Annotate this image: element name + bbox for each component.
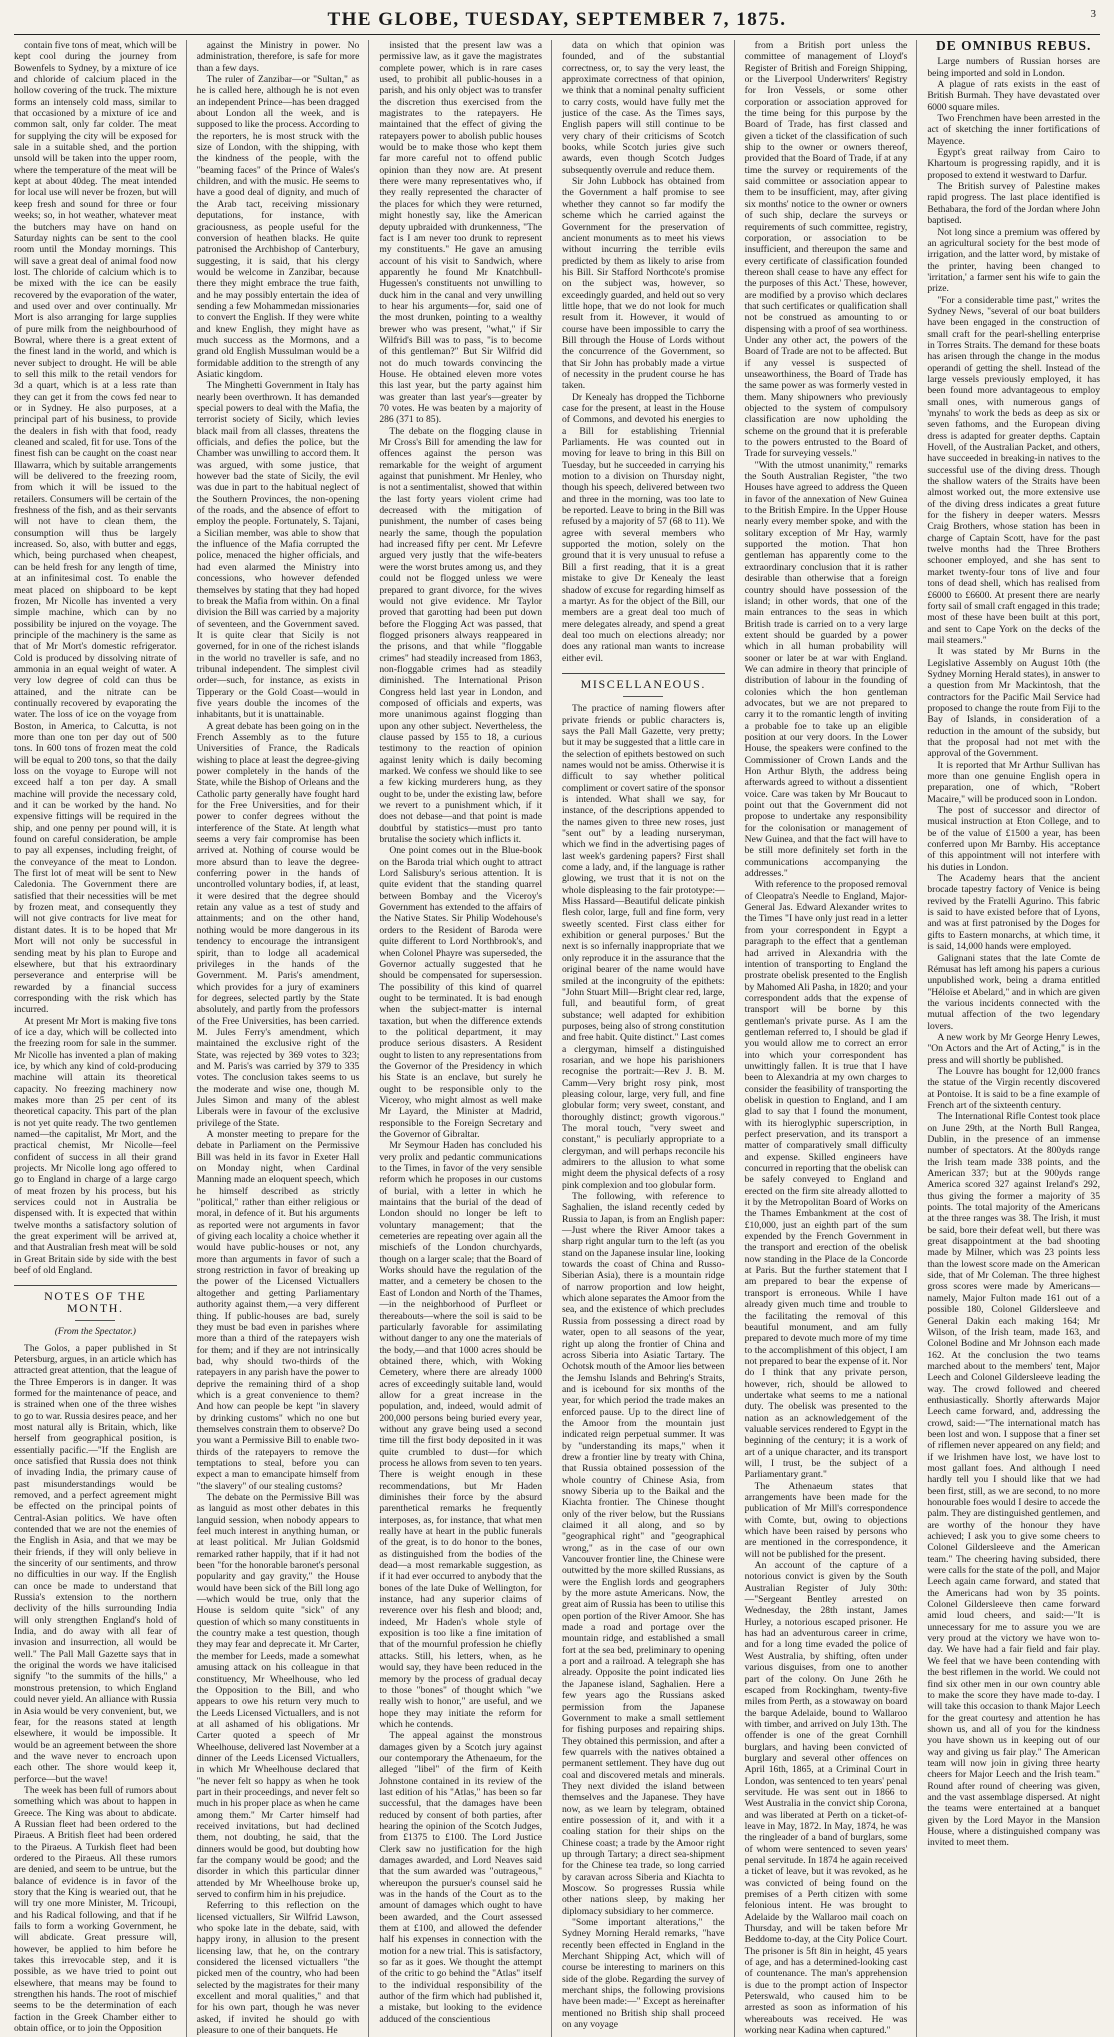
article-paragraph: The British survey of Palestine makes rapid progress. The last place identified is Bethabara, the ford of the Jordan where John baptised. bbox=[927, 181, 1100, 227]
column-body bbox=[562, 40, 725, 664]
article-paragraph: Galignani states that the late Comte de Rémusat has left among his papers a curious unpublished work, being a drama entitled "Héloïse et Abelard," and in which are given the various incidents connected with the mutual affection of the two legendary lovers. bbox=[927, 952, 1100, 1032]
article-paragraph: The following, with reference to Saghalien, the island recently ceded by Russia to Japan, is from an English paper:—Just where the River Amoor takes a sharp right angular turn to the left (as you stand on the Japanese insular line, looking towards the coast of China and Russo-Siberian Asia), there is a mountain ridge of narrow proportion and low height, which alone separates the Amoor from the sea, and the existence of which precludes Russia from possessing a direct road by water, open to all seasons of the year, right up along the frontier of China and across Siberia into Asiatic Tartary. The Ochotsk mouth of the Amoor lies between the Jemshu Islands and Behring's Straits, and is icebound for six months of the year, for which period the trade makes an enforced pause. Up to the direct line of the Amoor from the mountain just indicated reign perpetual summer. It was by "understanding its maps," when it drew a frontier line by treaty with China, that Russia obtained possession of the whole country of Chinese Asia, from snowy Siberia up to the Baikal and the Kiachta frontier. The Chinese thought only of the river below, but the Russians claimed it all along, and so by "geographical right" and "geographical wrong," as in the case of our own Vancouver frontier line, the Chinese were outwitted by the more skilled Russians, as were the English lords and geographers by the more astute Americans. Now, the great aim of Russia has been to utilise this open portion of the River Amoor. She has made a road and portage over the mountain ridge, and established a small fort at the sea bed, preliminary to opening a port and a railroad. A telegraph she has already. Opposite the point indicated lies the Japanese island, Saghalien. Here a few years ago the Russians asked permission from the Japanese Government to make a small settlement for fishing purposes and repairing ships. They obtained this permission, and after a few quarrels with the natives obtained a permanent settlement. They have dug out coal and discovered metals and minerals. They next divided the island between themselves and the Japanese. They have now, as we learn by telegram, obtained entire possession of it, and with it a coaling station for their ships on the Chinese coast; a trade by the Amoor right up through Tartary; a direct sea-shipment for the Chinese tea trade, so long carried by caravan across Siberia and Kiachta to Moscow. So progresses Russia while other nations sleep, by making her diplomacy subsidiary to her commerce. bbox=[562, 1191, 725, 1917]
section-heading bbox=[562, 673, 725, 697]
article-paragraph: The post of successor and director of musical instruction at Eton College, and to be of the value of £1500 a year, has been conferred upon Mr Barnby. His acceptance of this appointment will not interfere with his duties in London. bbox=[927, 805, 1100, 873]
article-paragraph: A plague of rats exists in the east of British Burmah. They have devastated over 6000 square miles. bbox=[927, 79, 1100, 113]
newspaper-title: THE GLOBE, TUESDAY, SEPTEMBER 7, 1875. bbox=[327, 9, 787, 30]
article-paragraph: It is reported that Mr Arthur Sullivan has more than one genuine English opera in preparation, one of which, "Robert Macaire," will be produced soon in London. bbox=[927, 759, 1100, 805]
column-3 bbox=[379, 40, 552, 2037]
article-paragraph: One point comes out in the Blue-book on the Baroda trial which ought to attract Lord Salisbury's serious attention. It is quite evident that the standing quarrel between Bombay and the Viceroy's Government has extended to the affairs of the Native States. Sir Philip Wodehouse's orders to the Resident of Baroda were quite different to Lord Northbrook's, and when Colonel Phayre was superseded, the Governor actually suggested that he should be compensated for supersession. The possibility of this kind of quarrel ought to be terminated. It is bad enough when the subject-matter is internal taxation, but when the difference extends to the political department, it may produce serious disasters. A Resident ought to listen to any representations from the Governor of the Presidency in which his State is an enclave, but surely he ought to be responsible only to the Viceroy, who might almost as well make Mr Layard, the Minister at Madrid, responsible to the Foreign Secretary and the Governor of Gibraltar. bbox=[379, 845, 542, 1140]
section-title: NOTES OF THE MONTH. bbox=[44, 1289, 147, 1315]
column-body bbox=[14, 40, 177, 1276]
column-5 bbox=[745, 40, 918, 2037]
article-paragraph: Sir John Lubbock has obtained from the Government a half promise to see whether they cannot so far modify the scheme which he carried against the Government for the preservation of ancient monuments as to meet his views without incurring the terrible evils predicted by them as likely to arise from his Bill. Sir Stafford Northcote's promise on the subject was, however, so exceedingly guarded, and held out so very little hope, that we do not look for much result from it. However, it would of course have been impossible to carry the Bill through the House of Lords without the concurrence of the Government, so that Sir John has probably made a virtue of necessity in the prudent course he has taken. bbox=[562, 176, 725, 392]
section-source: (From the Spectator.) bbox=[54, 1327, 136, 1338]
article-paragraph: With reference to the proposed removal of Cleopatra's Needle to England, Major-General Jas. Edward Alexander writes to the Times "I have only just read in a letter from your correspondent in Egypt a paragraph to the effect that a gentleman had arrived in Alexandria with the intention of transporting to England the prostrate obelisk presented to the English by Mahomed Ali Pasha, in 1820; and your correspondent adds that the expense of transport will be borne by this gentleman's private purse. As I am the gentleman referred to, I should be glad if you would allow me to correct an error into which your correspondent has unwittingly fallen. It is true that I have been to Alexandria at my own charges to consider the feasibility of transporting the obelisk in question to England, and I am glad to say that I found the monument, with its hieroglyphic superscription, in perfect preservation, and its transport a matter of comparatively small difficulty and expense. Skilled engineers have concurred in reporting that the obelisk can be safely conveyed to England and erected on the firm site already allotted to it by the Metropolitan Board of Works on the Thames Embankment at the cost of £10,000, just an eighth part of the sum expended by the French Government in the transport and erection of the obelisk now standing in the Place de la Concorde at Paris. But the further statement that I am prepared to bear the expense of transport is erroneous. While I have already given much time and trouble to the facilitating the removal of this beautiful monument, and am fully prepared to devote much more of my time to the accomplishment of this object, I am not prepared to bear the expense of it. Nor do I think that any private person, however, rich, should be allowed to undertake what seems to me a national duty. The obelisk was presented to the nation as an acknowledgement of the valuable services rendered to Egypt in the beginning of the century; it is a work of art of a unique character, and its transport will, I trust, be the subject of a Parliamentary grant." bbox=[744, 879, 908, 1481]
article-paragraph: The week has been full of rumors about something which was about to happen in Greece. The King was about to abdicate. A Russian fleet had been ordered to the Piraeus. A British fleet had been ordered to the Piraeus. A Turkish fleet had been ordered to the Piraeus. All these rumors are denied, and seem to be untrue, but the balance of evidence is in favor of the story that the King is wearied out, that he will try one more Minister, M. Tricoupi, and his Radical following, and that if he fails to form a working Government, he will abdicate. Great pressure will, however, be applied to him before he takes this irrevocable step, and it is possible, as we have tried to point out elsewhere, that means may be found to strengthen his hands. The root of mischief seems to be the determination of each faction in the Greek Chamber either to obtain office, or to join the Opposition bbox=[14, 1784, 177, 2035]
section-heading bbox=[14, 1285, 177, 1338]
article-paragraph: The Minghetti Government in Italy has nearly been overthrown. It has demanded special powers to deal with the Mafia, the terrorist society of Sicily, which levies black mail from all classes, threatens the officials, and defies the police, but the Chamber was unwilling to accord them. It was argued, with some justice, that however bad the state of Sicily, the evil was due in part to the habitual neglect of the Southern Provinces, the non-opening of the roads, and the absence of effort to employ the people. Fortunately, S. Tajani, a Sicilian member, was able to show that the influence of the Mafia corrupted the police, menaced the higher officials, and had even alarmed the Ministry into concessions, who however defended themselves by stating that they had hoped to break the Mafia from within. On a final division the Bill was carried by a majority of seventeen, and the Government saved. It is quite clear that Sicily is not governed, for in one of the richest islands in the world no traveller is safe, and no tribunal independent. The simplest civil order—such, for instance, as exists in Tipperary or the Gold Coast—would in five years double the incomes of the inhabitants, but it is unattainable. bbox=[196, 380, 360, 721]
column-heading: DE OMNIBUS REBUS. bbox=[935, 38, 1092, 53]
article-paragraph: contain five tons of meat, which will be kept cool during the journey from Bowenfels to Sydney, by a mixture of ice and chloride of calcium placed in the hollow covering of the truck. The mixture forms an intensely cold mass, similar to that occasioned by a mixture of ice and common salt, only far colder. The meat for supplying the city will be exposed for sale in a suitable shed, and the portion unsold will be taken into the upper room, where the temperature of the meat will be kept at about 40deg. The meat intended for local use will never be frozen, but will keep fresh and sound for three or four weeks; so, in hot weather, whatever meat the butchers may have on hand on Saturday nights can be sent to the cool room until the Monday mornings. This will save a great deal of animal food now lost. The chloride of calcium which is to be mixed with the ice can be easily recovered by the evaporation of the water, and used over and over continually. Mr Mort is also arranging for large supplies of pure milk from the neighbourhood of Bowral, where there is a great extent of the finest land in the world, and which is never subject to drought. He will be able to sell this milk to the retail vendors for 3d a quart, which is at a less rate than they can get it from the cows fed near to or in Sydney. He also purposes, at a principal part of his business, to provide the dealers in fish with that food, ready cleaned and scaled, fit for use. Tons of the finest fish can be caught on the coast near Illawarra, which by suitable arrangements will be delivered to the freezing room, from which it will be issued to the retailers. Consumers will be certain of the freshness of the fish, and as their servants will not have to clean them, the consumption will thus be largely increased. So, also, with butter and eggs, which, being purchased when cheapest, can be held fresh for any length of time, at an infinitesimal cost. To enable the meat placed on shipboard to be kept frozen, Mr Nicolle has invented a very simple machine, which can by no possibility be injured on the voyage. The principle of the machinery is the same as that of Mr Mort's domestic refrigerator. Cold is produced by dissolving nitrate of ammonia in an equal weight of water. A very low degree of cold can thus be attained, and the nitrate can be continually recovered by evaporating the water. The loss of ice on the voyage from Boston, in America, to Calcutta, is not more than one ton per day out of 500 tons. In 600 tons of frozen meat the cold will be equal to 200 tons, so that the daily loss on the voyage to Europe will not exceed half a ton per day. A small machine will provide the necessary cold, and it can be worked by the hand. No expensive fittings will be required in the ship, and one penny per pound will, it is found on careful consideration, be ample to pay all expenses, including freight, of the conveyance of the meat to London. The first lot of meat will be sent to New Caledonia. The Government there are satisfied that their necessities will be met by frozen meat, and consequently they will not give contracts for live meat for distant dates. It is to be hoped that Mr Mort will not only be successful in sending meat by his plan to Europe and elsewhere, but that his extraordinary perseverance and enterprise will be rewarded by a financial success corresponding with the risk which has incurred. bbox=[14, 40, 177, 1016]
section-title: MISCELLANEOUS. bbox=[580, 676, 707, 691]
article-paragraph: A great debate has been going on in the French Assembly as to the future Universities of France, the Radicals wishing to place at least the degree-giving power completely in the hands of the State, while the Bishop of Orleans and the Catholic party generally have fought hard for the Free Universities, and for their power to confer degrees without the interference of the State. At length what seems a very fair compromise has been arrived at. Nothing of course would be more absurd than to leave the degree-conferring power in the hands of uncontrolled voluntary bodies, if, at least, it were desired that the degree should retain any value as a test of study and attainments; and on the other hand, nothing would be more dangerous in its tendency to encourage the intransigent spirit, than to lodge all academical privileges in the hands of the Government. M. Paris's amendment, which provides for a jury of examiners for degrees, selected partly by the State absolutely, and partly from the professors of the Free Universities, has been carried. M. Jules Ferry's amendment, which maintained the exclusive right of the State, was rejected by 369 votes to 323; and M. Paris's was carried by 379 to 335 votes. The conclusion takes seems to us the moderate and wise one, though M. Jules Simon and many of the ablest Liberals were in favour of the exclusive privilege of the State. bbox=[196, 720, 360, 1129]
article-paragraph: The appeal against the monstrous damages given by a Scotch jury against our contemporary the Athenaeum, for the alleged "libel" of the firm of Keith Johnstone contained in its review of the last edition of his "Atlas," has been so far successful, that the damages have been reduced by consent of both parties, after hearing the opinion of the Scotch Judges, from £1375 to £100. The Lord Justice Clerk saw no justification for the high damages awarded, and Lord Neaves said that the sum awarded was "outrageous," whereupon the pursuer's counsel said he was in the hands of the Court as to the amount of damages which ought to have been awarded, and the Court assessed them at £100, and allowed the defender half his expenses in connection with the motion for a new trial. This is satisfactory, so far as it goes. We thought the attempt of the critic to go behind the "Atlas" itself to the individual responsibility of the author of the firm which had published it, a mistake, but looking to the evidence adduced of the conscientious bbox=[379, 1730, 542, 2025]
article-paragraph: "Some important alterations," the Sydney Morning Herald remarks, "have recently been effected in England in the Merchant Shipping Act, which will of course be interesting to mariners on this side of the globe. Regarding the survey of merchant ships, the following provisions have been made:—" Except as hereinafter mentioned no British ship shall proceed on any voyage bbox=[562, 1917, 725, 2031]
column-body bbox=[927, 56, 1100, 1848]
article-paragraph: "With the utmost unanimity," remarks the South Australian Register, "the two Houses have agreed to address the Queen in favor of the annexation of New Guinea to the British Empire. In the Upper House nearly every member spoke, and with the solitary exception of Mr Hay, warmly supported the motion. That hon gentleman has apparently come to the extraordinary conclusion that it is rather desirable than otherwise that a foreign country should have possession of the island; in other words, that one of the main entrances to the seas in which British trade is carried on to a very large extent should be guarded by a power which in all human probability will sooner or later be at war with England. We can admire in theory that principle of distribution of labour in the founding of colonies which the hon gentleman advocates, but we are not prepared to carry it to the romantic length of inviting a probable foe to take up an eligible position at our very doors. In the Lower House, the speakers were confined to the Commissioner of Crown Lands and the Hon Arthur Blyth, the address being afterwards agreed to without a dissentient voice. Care was taken by Mr Boucaut to point out that the Government did not propose to undertake any responsibility for the colonisation or management of New Guinea, and that the fact will have to be still more definitely set forth in the communications accompanying the addresses." bbox=[744, 459, 908, 880]
article-paragraph: The International Rifle Contest took place on June 29th, at the North Bull Rangea, Dublin, in the presence of an immense number of spectators. At the 800yds range the Irish team made 338 points, and the American 337; but at the 900yds range America scored 327 against Ireland's 292, thus giving the former a majority of 35 points. The total majority of the Americans at the three ranges was 38. The Irish, it must be said, bore their defeat well, but there was great disappointment at the bad shooting made by Milner, which was 23 points less than the lowest score made on the American side, that of Mr Coleman. The three highest gross scores were made by Americans—namely, Major Fulton made 161 out of a possible 180, Colonel Gildersleeve and General Dakin each making 164; Mr Wilson, of the Irish team, made 163, and Colonel Bodine and Mr Johnson each made 162. At the conclusion the two teams marched about to the members' tent, Major Leech and Colonel Gildersleeve leading the way. The crowd followed and cheered enthusiastically. Shortly afterwards Major Leech came forward, and, addressing the crowd, said:—"The international match has been lost and won. I suppose that a finer set of riflemen never appeared on any field; and if we Irishmen have lost, we have lost to most gallant foes. And although I need hardly tell you I should like that we had been first, still, as we are second, to no more honourable foes would I desire to accede the palm. They are distinguished gentlemen, and are worthy of the honour they have achieved; I ask you to give some cheers to Colonel Gildersleeve and the American team." The cheering having subsided, there were calls for the state of the poll, and Major Leech again came forward, and stated that the Americans had won by 35 points. Colonel Gildersleeve then came forward amid loud cheers, and said:—"It is unnecessary for me to assure you we are very proud at the victory we have won to-day. We have had a fair field and fair play. We feel that we have been contending with the best riflemen in the world. We could not find six other men in our own country able to make the score they have made to-day. I will take this occasion to thank Major Leech for the great courtesy and attention he has shown us, and all of you for the kindness you have shown us in keeping out of our way and giving us fair play." The American team will now join in giving three hearty cheers for Major Leech and the Irish team." Round after round of cheering was given, and the vast assemblage dispersed. At night the teams were entertained at a banquet given by the Lord Mayor in the Mansion House, where a distinguished company was invited to meet them. bbox=[927, 1111, 1100, 1849]
newspaper-columns bbox=[14, 38, 1100, 2037]
article-paragraph: Large numbers of Russian horses are being imported and sold in London. bbox=[927, 56, 1100, 79]
article-paragraph: The ruler of Zanzibar—or "Sultan," as he is called here, although he is not even an independent Prince—has been dragged about London all the week, and is supposed to like the process. According to the reporters, he is most struck with the size of London, with the shipping, with the kindness of the people, with the "beaming faces" of the Prince of Wales's children, and with the music. He seems to have a good deal of dignity, and much of the Arab tact, receiving missionary deputations, for instance, with graciousness, as people useful for the conversion of heathen blacks. He quite patronised the Archbishop of Canterbury, suggesting, it is said, that his clergy would be welcome in Zanzibar, because there they might embrace the true faith, and he may possibly entertain the idea of sending a few Mohammedan missionaries to convert the English. If they were white and knew English, they might have as much success as the Mormons, and a grand old English Mussulman would be a formidable addition to the strength of any Asiatic kingdom. bbox=[196, 74, 360, 380]
article-paragraph: An account of the capture of a notorious convict is given by the South Australian Register of July 30th:—"Sergeant Bentley arrested on Wednesday, the 28th instant, James Hurley, a notorious escaped prisoner. He has had an adventurous career in crime, and for a long time evaded the police of West Australia, by shifting, often under various disguises, from one to another part of the colony. On June 26th he escaped from Rockingham, twenty-five miles from Perth, as a stowaway on board the barque Adelaide, bound to Wallaroo with timber, and arrived on July 13th. The offender is one of the great Cornhill burglars, and having been convicted of burglary and several other offences on April 16th, 1865, at a Criminal Court in London, was sentenced to ten years' penal servitude. He was sent out in 1866 to West Australia in the convict ship Corona, and was liberated at Perth on a ticket-of-leave in May, 1872. In May, 1874, he was the ringleader of a band of burglars, some of whom were sentenced to seven years' penal servitude. In 1874 he again received a ticket of leave, but it was revoked, as he was convicted of being found on the premises of a Perth citizen with some felonious intent. He was brought to Adelaide by the Wallaroo mail coach on Thursday, and will be taken before Mr Beddome to-day, at the City Police Court. The prisoner is 5ft 8in in height, 45 years of age, and has a determined-looking cast of countenance. The man's apprehension is due to the prompt action of Inspector Peterswald, who caused him to be arrested as soon as information of his whereabouts was received. He was working near Kadina when captured." bbox=[744, 1560, 908, 2037]
article-paragraph: data on which that opinion was founded, and of the substantial correctness, or, to say the very least, the approximate correctness of that opinion, we think that a nominal penalty sufficient to carry costs, would have fully met the justice of the case. As the Times says, English papers will still continue to be very chary of their criticisms of Scotch books, while Scotch juries give such awards, even though Scotch Judges subsequently overrule and reduce them. bbox=[562, 40, 725, 176]
article-paragraph: Referring to this reflection on the licensed victuallers, Sir Wilfrid Lawson, who spoke late in the debate, said, with happy irony, in allusion to the present licensing law, that he, on the contrary considered the licensed victuallers "the picked men of the country, who had been selected by the magistrates for their many excellent and moral qualities," and that for his own part, though he was never asked, if invited he should go with pleasure to one of their banquets. He bbox=[196, 1900, 360, 2037]
article-paragraph: The Golos, a paper published in St Petersburg, argues, in an article which has attracted great attention, that the league of the Three Emperors is in danger. It was formed for the maintenance of peace, and is strained when one of the three wishes to go to war. Russia desires peace, and her most natural ally is Britain, which, like herself from geographical position, is essentially pacific.—"If the English are once satisfied that Russia does not think of invading India, the primary cause of past misunderstandings would be removed, and a perfect agreement might be effected on the principal points of Central-Asian politics. We have often contended that we are not the enemies of the English in Asia, and that we may be their friends, if they will only believe in the sincerity of our sentiments, and throw no difficulties in our way. If the English can once be made to understand that Russia's extension to the northern declivity of the hills surrounding India will only strengthen England's hold of India, and do away with all fear of invasion and insurrection, all would be well." The Pall Mall Gazette says that in the original the words we have italicised signify "to the summits of the hills," a monstrous pretension, to which England could never yield. An alliance with Russia in Asia would be very convenient, but, we fear, for the reasons stated at length elsewhere, it would be impossible. It would be an agreement between the shore and the wave never to encroach upon each other. The shore would keep it, perforce—but the wave! bbox=[14, 1342, 177, 1785]
article-paragraph: A monster meeting to prepare for the debate in Parliament on the Permissive Bill was held in its favor in Exeter Hall on Monday night, when Cardinal Manning made an eloquent speech, which he himself described as strictly "political," rather than either religious or moral, in defence of it. But his arguments as reported were not arguments in favor of giving each locality a choice whether it would have public-houses or not, any more than arguments in favor of such a strong restriction in favor of breaking up the power of the Licensed Victuallers altogether and getting Parliamentary authority against them,—a very different thing. If public-houses are bad, surely they must be bad even in parishes where more than a third of the ratepayers wish for them; and if they are not intrinsically bad, why should two-thirds of the ratepayers in any parish have the power to deprive the remaining third of a shop which is a great convenience to them? And how can people be kept "in slavery by drinking customs" which no one but themselves constrain them to observe? Do you want a Permissive Bill to enable two-thirds of the ratepayers to remove the temptations to steal, before you can expect a man to emancipate himself from "the slavery" of our stealing customs? bbox=[196, 1129, 360, 1492]
column-2 bbox=[197, 40, 370, 2037]
masthead bbox=[14, 6, 1100, 35]
article-paragraph: The Academy hears that the ancient brocade tapestry factory of Venice is being revived by the Fratelli Agurino. This fabric is said to have existed before that of Lyons, and was at first patronised by the Doges for gifts to Eastern monarchs, at which time, it is said, 14,000 hands were employed. bbox=[927, 873, 1100, 953]
column-body bbox=[379, 40, 542, 2025]
column-4 bbox=[562, 40, 735, 2037]
article-paragraph: Two Frenchmen have been arrested in the act of sketching the inner fortifications of Mayence. bbox=[927, 113, 1100, 147]
column-body-after bbox=[562, 703, 725, 2030]
column-6 bbox=[927, 40, 1100, 2037]
column-1 bbox=[14, 40, 187, 2037]
column-body bbox=[197, 40, 360, 2037]
article-paragraph: The Athenaeum states that arrangements have been made for the publication of Mr Mill's correspondence with Comte, but, owing to objections which have been raised by persons who are mentioned in the correspondence, it will not be published for the present. bbox=[744, 1480, 908, 1560]
column-body bbox=[745, 40, 908, 2037]
page-number: 3 bbox=[1090, 8, 1096, 20]
divider bbox=[75, 1320, 115, 1321]
article-paragraph: Egypt's great railway from Cairo to Khartoum is progressing rapidly, and it is proposed to extend it westward to Darfur. bbox=[927, 147, 1100, 181]
article-paragraph: At present Mr Mort is making five tons of ice a day, which will be collected into the freezing room for sale in the summer. Mr Nicolle has invented a plan of making ice, by which any kind of cold-producing machine will attain its theoretical capacity. No freezing machinery now makes more than 25 per cent of its theoretical capacity. This part of the plan is not yet quite ready. The two gentlemen named—the capitalist, Mr Mort, and the practical chemist, Mr Nicolle—feel confident of success in all their grand projects. Mr Nicolle long ago offered to go to England in charge of a large cargo of meat frozen by his process, but his services could not in Australia be dispensed with. It is expected that within twelve months a satisfactory solution of the great experiment will be arrived at, and that Australian fresh meat will be sold in Great Britain side by side with the best beef of old England. bbox=[14, 1015, 177, 1277]
article-paragraph: insisted that the present law was a permissive law, as it gave the magistrates complete power, which is in rare cases used, to prohibit all public-houses in a parish, and his only object was to transfer the discretion thus exercised from the magistrates to the ratepayers. He maintained that the effect of giving the ratepayers power to abolish public houses would be to make those who kept them far more careful not to offend public opinion than they now are. At present there were many representatives who, if they really represented the character of the places for which they were returned, might honestly say, like the American deputy upbraided with drunkenness, "The fact is I am never too drunk to represent my constituents." He gave an amusing account of his visit to Sandwich, where apparently he found Mr Knatchbull-Hugessen's constituents not unwilling to duck him in the canal and very unwilling to hear his arguments—for, said one of the most drunken, pointing to a wealthy brewer who was present, "what," if Sir Wilfrid's Bill was to pass, "is to become of this gentleman?" But Sir Wilfrid did not do much towards convincing the House. He obtained eleven more votes this last year, but the party against him was greater than last year's—greater by 70 votes. He was beaten by a majority of 286 (371 to 85). bbox=[379, 40, 542, 426]
column-body-after bbox=[14, 1343, 177, 2035]
article-paragraph: from a British port unless the committee of management of Lloyd's Register of British and Foreign Shipping, or the Liverpool Underwriters' Registry for Iron Vessels, or some other corporation or association approved for the time being for this purpose by the Board of Trade, has first classed and given a ticket of the classification of such ship to the owner or owners thereof, provided that the Board of Trade, if at any time the survey or requirements of the said committee or association appear to them to be insufficient, may, after giving six months' notice to the owner or owners of such ship, declare the surveys or requirements of such committee, registry, corporation, or association to be insufficient, and thereupon the same and every certificate of classification founded thereon shall cease to have any effect for the purposes of this Act.' These, however, are modified by a proviso which declares that such certificates or qualification shall not be construed as amounting to or dispensing with a proof of sea worthiness. Under any other act, the powers of the Board of Trade are not to be affected. But if any vessel is suspected of unseaworthiness, the Board of Trade has the same power as was formerly vested in them. Many shipowners who previously objected to the system of compulsory classification are now upholding the scheme on the ground that it is preferable to the powers entrusted to the Board of Trade for surveying vessels." bbox=[744, 40, 908, 460]
article-paragraph: Mr Seymour Haden has concluded his very prolix and pedantic communications to the Times, in favor of the very sensible reform which he proposes in our customs of burial, with a letter in which he maintains that the burial of the dead of London should no longer be left to voluntary management; that the cemeteries are repeating over again all the mischiefs of the London churchyards, though on a larger scale; that the Board of Works should have the regulation of the matter, and a cemetery be chosen to the East of London and North of the Thames,—in the neighborhood of Purfleet or thereabouts—where the soil is said to be particularly favorable for assimilating without danger to any one the materials of the body,—and that 1000 acres should be obtained there, which, with Woking Cemetery, where there are already 1000 acres of exceedingly suitable land, would allow for a great increase in the population, and, indeed, would admit of 200,000 persons being buried every year, without any grave being used a second time till the first body deposited in it was quite crumbled to dust—for which process he allows from seven to ten years. There is weight enough in these recommendations, but Mr Haden diminishes their force by the absurd parenthetical remarks he frequently interposes, as, for instance, that what men really have at heart in the public funerals of the great, is to do honor to the bones, as distinguished from the bodies of the dead—a most remarkable suggestion, as if it had ever occurred to anybody that the bones of the late Duke of Wellington, for instance, had any superior claims of reverence over his flesh and blood; and, indeed, Mr Haden's whole style of exposition is too like a fine imitation of that of the mournful profession he chiefly attacks. Still, his letters, when, as he would say, they have been reduced in the memory by the process of gradual decay to those "bones" of thought which "we really wish to honor," are useful, and we hope they may initiate the reform for which he contends. bbox=[379, 1140, 542, 1730]
article-paragraph: The debate on the flogging clause in Mr Cross's Bill for amending the law for offences against the person was remarkable for the weight of argument against that punishment. Mr Henley, who is not a sentimentalist, showed that within the last forty years violent crime had decreased with the mitigation of punishment, the number of cases being nearly the same, though the population had increased fifty per cent. Mr Lefevre argued very justly that the wife-beaters were the worst brutes among us, and they could not be flogged unless we were prepared to grant divorce, for the wives would not give evidence. Mr Taylor proved that garotting had been put down before the Flogging Act was passed, that flogged prisoners always reappeared in the prisons, and that while "floggable crimes" had steadily increased from 1863, non-floggable crimes had as steadily diminished. The International Prison Congress held last year in London, and composed of officials and experts, was more unanimous against flogging than upon any other subject. Nevertheless, the clause passed by 155 to 18, a curious testimony to the reaction of opinion against lenity which is daily becoming marked. We confess we should like to see a few kicking murderers hung, as they ought to be, under the existing law, before we revert to a punishment which, if it does not debase—and that point is made doubtful by statistics—must pro tanto brutalise the society which inflicts it. bbox=[379, 425, 542, 846]
article-paragraph: The practice of naming flowers after private friends or public characters is, says the Pall Mall Gazette, very pretty; but it may be suggested that a little care in the selection of epithets bestowed on such names would not be amiss. Otherwise it is difficult to say whether political compliment or covert satire of the sponsor is intended. What shall we say, for instance, of the descriptions appended to the names given to three new roses, just "sent out" by a leading nurseryman, which we find in the advertising pages of last week's gardening papers? First shall come a lady, and, if the language is rather glowing, we trust that it is not on the whole displeasing to the fair prototype:—Miss Hassard—Beautiful delicate pinkish flesh color, large, full and fine form, very sweetly scented. First class either for exhibition or general purposes.' But the next is so infernally inappropriate that we only reproduce it in the assurance that the original bearer of the name would have smiled at the incongruity of the epithets: "John Stuart Mill—Bright clear red, large, full, and beautiful form, of great substance; well adapted for exhibition purposes, being also of strong constitution and free habit. Quite distinct." Last comes a clergyman, himself a distinguished rosarian, and we hope his parishioners recognise the portrait:—Rev J. B. M. Camm—Very bright rosy pink, most pleasing colour, large, very full, and fine globular form; very sweet, constant, and thoroughly distinct; growth vigorous." The moral touch, "very sweet and constant," is peculiarly appropriate to a clergyman, and will perhaps reconcile his admirers to the allusion to what some might deem the physical defects of a rosy pink complexion and too globular form. bbox=[562, 703, 725, 1191]
divider bbox=[623, 696, 663, 697]
article-paragraph: The Louvre has bought for 12,000 francs the statue of the Virgin recently discovered at Pontoise. It is said to be a fine example of French art of the sixteenth century. bbox=[927, 1065, 1100, 1111]
article-paragraph: The debate on the Permissive Bill was as languid as most other debates in this languid session, when nobody appears to feel much interest in anything human, or at least political. Mr Julian Goldsmid remarked rather happily, that if it had not been "for the honorable baronet's personal popularity and gay gravity," the House would have been sick of the Bill long ago—which would be true, only that the House is seldom quite "sick" of any question of which so many constituents in the country make a test question, though they may fear and deprecate it. Mr Carter, the member for Leeds, made a somewhat amusing attack on his colleague in that constituency, Mr Wheelhouse, who led the Opposition to the Bill, and who appears to owe his return very much to the Leeds Licensed Victuallers, and is not at all ashamed of his obligations. Mr Carter quoted a speech of Mr Wheelhouse, delivered last November at a dinner of the Leeds Licensed Victuallers, in which Mr Wheelhouse declared that "he never felt so happy as when he took part in their proceedings, and never felt so much in his proper place as when he came among them." Mr Carter himself had received invitations, but had declined them, not doubting, he said, that the dinners would be good, but doubting how far the company would be good; and the disorder in which this particular dinner attended by Mr Wheelhouse broke up, served to confirm him in his prejudice. bbox=[196, 1492, 360, 1901]
article-paragraph: "For a considerable time past," writes the Sydney News, "several of our boat builders have been engaged in the construction of small craft for the pearl-shelling enterprise in Torres Straits. The demand for these boats has arisen through the change in the modus operandi of getting the shell. Instead of the large vessels previously employed, it has been found more advantageous to employ small ones, with numerous gangs of 'mynahs' to work the beds as deep as six or seven fathoms, and the European diving dress is adapted for greater depths. Captain Hovell, of the Australian Packet, and others, have succeeded in breaking-in natives to the successful use of the diving dress. Though the shallow waters of the Straits have been almost worked out, the more extensive use of the diving dress indicates a great future for the fishery in deeper waters. Messrs Craig Brothers, whose station has been in charge of Captain Scott, have for the past twelve months had the Three Brothers schooner employed, and she has sent to market twenty-four tons of live and four tons of dead shell, which has realised from £6000 to £6600. At present there are nearly forty sail of small craft engaged in this trade; most of these have been built at this port, and sent to Cape York on the decks of the mail steamers." bbox=[927, 294, 1100, 646]
article-paragraph: A new work by Mr George Henry Lewes, "On Actors and the Art of Acting," is in the press and will shortly be published. bbox=[927, 1031, 1100, 1066]
article-paragraph: Not long since a premium was offered by an agricultural society for the best mode of irrigation, and the latter word, by mistake of the printer, having been changed to 'irritation,' a farmer sent his wife to gain the prize. bbox=[927, 226, 1100, 295]
article-paragraph: It was stated by Mr Burns in the Legislative Assembly on August 10th (the Sydney Morning Herald states), in answer to a question from Mr Mackintosh, that the contractors for the Pacific Mail Service had proposed to change the route from Fiji to the Bay of Islands, in consideration of a reduction in the amount of the subsidy, but that the proposal had not met with the approval of the Government. bbox=[927, 646, 1100, 760]
article-paragraph: Dr Kenealy has dropped the Tichborne case for the present, at least in the House of Commons, and devoted his energies to a Bill for establishing Triennial Parliaments. He was counted out in moving for leave to bring in this Bill on Tuesday, but he succeeded in carrying his motion to a division on Thursday night, though his speech, delivered between two and three in the morning, was too late to be reported. Leave to bring in the Bill was refused by a majority of 57 (68 to 11). We agree with several members who supported the motion, solely on the ground that it is very unusual to refuse a Bill a first reading, that it is a great mistake to give Dr Kenealy the least shadow of excuse for regarding himself as a martyr. As for the object of the Bill, our members are a great deal too much of mere delegates already, and spend a great deal too much on elections already; nor does any rational man wants to increase either evil. bbox=[562, 391, 725, 664]
article-paragraph: against the Ministry in power. No administration, therefore, is safe for more than a few days. bbox=[196, 40, 360, 74]
